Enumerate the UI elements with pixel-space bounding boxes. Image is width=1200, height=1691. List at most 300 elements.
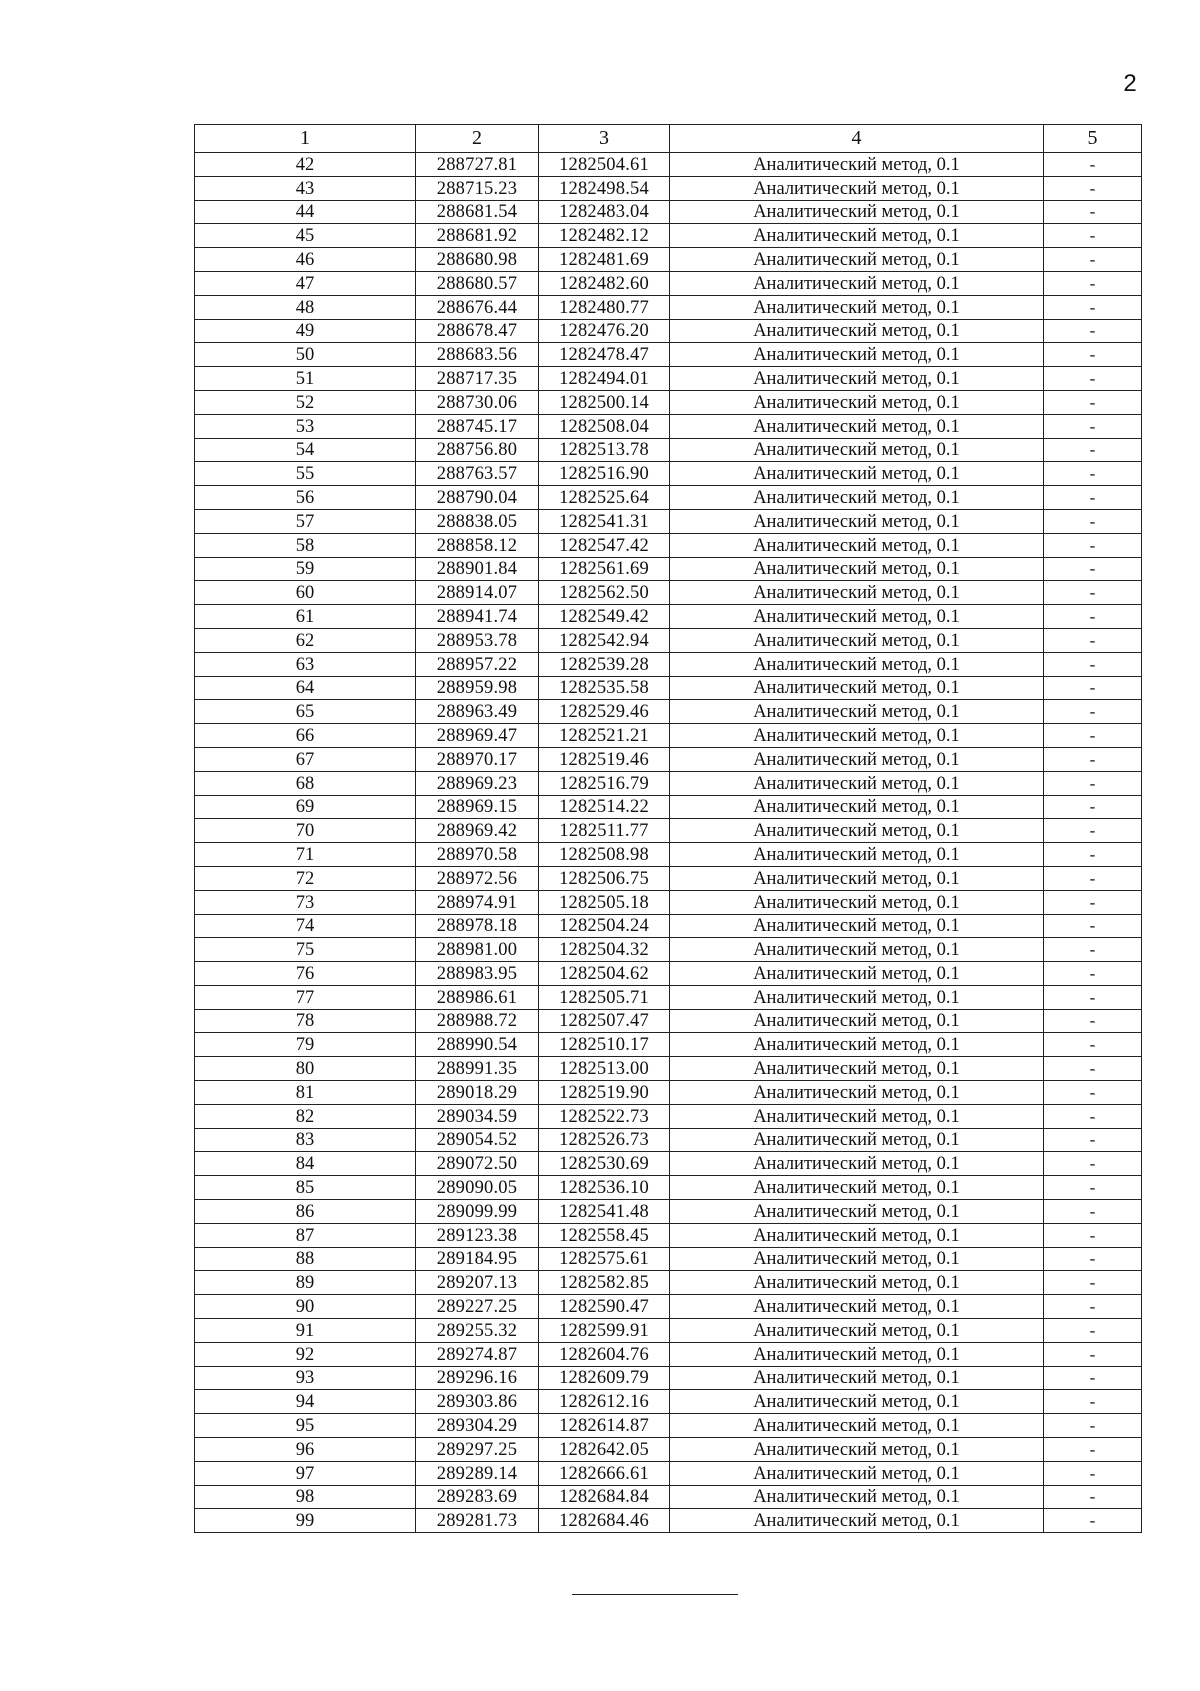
x-coordinate-cell: 288676.44 (416, 295, 539, 319)
table-header (195, 125, 1142, 153)
x-coordinate-cell: 288681.54 (416, 200, 539, 224)
method-cell: Аналитический метод, 0.1 (670, 1390, 1044, 1414)
method-cell: Аналитический метод, 0.1 (670, 1128, 1044, 1152)
note-cell: - (1044, 914, 1142, 938)
header-cell-1: 1 (195, 125, 416, 153)
x-coordinate-cell: 288717.35 (416, 367, 539, 391)
x-coordinate-cell: 288970.58 (416, 843, 539, 867)
table-row (195, 1485, 1142, 1509)
x-coordinate-cell: 289072.50 (416, 1152, 539, 1176)
method-cell: Аналитический метод, 0.1 (670, 676, 1044, 700)
method-cell: Аналитический метод, 0.1 (670, 295, 1044, 319)
table-row (195, 1223, 1142, 1247)
method-cell: Аналитический метод, 0.1 (670, 200, 1044, 224)
x-coordinate-cell: 289297.25 (416, 1438, 539, 1462)
x-coordinate-cell: 289123.38 (416, 1223, 539, 1247)
method-cell: Аналитический метод, 0.1 (670, 557, 1044, 581)
method-cell: Аналитический метод, 0.1 (670, 153, 1044, 177)
method-cell: Аналитический метод, 0.1 (670, 1081, 1044, 1105)
x-coordinate-cell: 288680.57 (416, 271, 539, 295)
method-cell: Аналитический метод, 0.1 (670, 1009, 1044, 1033)
x-coordinate-cell: 289207.13 (416, 1271, 539, 1295)
x-coordinate-cell: 289296.16 (416, 1366, 539, 1390)
y-coordinate-cell: 1282516.79 (539, 771, 670, 795)
x-coordinate-cell: 288988.72 (416, 1009, 539, 1033)
point-number-cell: 71 (195, 843, 416, 867)
method-cell: Аналитический метод, 0.1 (670, 890, 1044, 914)
note-cell: - (1044, 747, 1142, 771)
point-number-cell: 95 (195, 1414, 416, 1438)
x-coordinate-cell: 288969.47 (416, 724, 539, 748)
note-cell: - (1044, 1057, 1142, 1081)
y-coordinate-cell: 1282514.22 (539, 795, 670, 819)
note-cell: - (1044, 1152, 1142, 1176)
point-number-cell: 91 (195, 1319, 416, 1343)
point-number-cell: 85 (195, 1176, 416, 1200)
note-cell: - (1044, 1033, 1142, 1057)
table-row (195, 581, 1142, 605)
table-row (195, 843, 1142, 867)
y-coordinate-cell: 1282614.87 (539, 1414, 670, 1438)
y-coordinate-cell: 1282480.77 (539, 295, 670, 319)
point-number-cell: 81 (195, 1081, 416, 1105)
x-coordinate-cell: 288983.95 (416, 962, 539, 986)
method-cell: Аналитический метод, 0.1 (670, 509, 1044, 533)
point-number-cell: 73 (195, 890, 416, 914)
table-row (195, 866, 1142, 890)
header-cell-5: 5 (1044, 125, 1142, 153)
table-row (195, 367, 1142, 391)
x-coordinate-cell: 288901.84 (416, 557, 539, 581)
y-coordinate-cell: 1282504.24 (539, 914, 670, 938)
table-row (195, 724, 1142, 748)
method-cell: Аналитический метод, 0.1 (670, 1033, 1044, 1057)
table-row (195, 414, 1142, 438)
note-cell: - (1044, 1390, 1142, 1414)
y-coordinate-cell: 1282604.76 (539, 1342, 670, 1366)
table-row (195, 224, 1142, 248)
y-coordinate-cell: 1282505.71 (539, 985, 670, 1009)
point-number-cell: 79 (195, 1033, 416, 1057)
header-row (195, 125, 1142, 153)
method-cell: Аналитический метод, 0.1 (670, 343, 1044, 367)
point-number-cell: 74 (195, 914, 416, 938)
method-cell: Аналитический метод, 0.1 (670, 390, 1044, 414)
y-coordinate-cell: 1282612.16 (539, 1390, 670, 1414)
point-number-cell: 99 (195, 1509, 416, 1533)
x-coordinate-cell: 288683.56 (416, 343, 539, 367)
method-cell: Аналитический метод, 0.1 (670, 914, 1044, 938)
x-coordinate-cell: 288953.78 (416, 628, 539, 652)
method-cell: Аналитический метод, 0.1 (670, 1461, 1044, 1485)
note-cell: - (1044, 1485, 1142, 1509)
method-cell: Аналитический метод, 0.1 (670, 533, 1044, 557)
point-number-cell: 75 (195, 938, 416, 962)
y-coordinate-cell: 1282525.64 (539, 486, 670, 510)
end-of-table-line (572, 1594, 738, 1595)
note-cell: - (1044, 295, 1142, 319)
y-coordinate-cell: 1282510.17 (539, 1033, 670, 1057)
point-number-cell: 94 (195, 1390, 416, 1414)
point-number-cell: 77 (195, 985, 416, 1009)
x-coordinate-cell: 289227.25 (416, 1295, 539, 1319)
note-cell: - (1044, 486, 1142, 510)
point-number-cell: 61 (195, 605, 416, 629)
table-row (195, 319, 1142, 343)
table-row (195, 652, 1142, 676)
note-cell: - (1044, 414, 1142, 438)
x-coordinate-cell: 288727.81 (416, 153, 539, 177)
method-cell: Аналитический метод, 0.1 (670, 795, 1044, 819)
point-number-cell: 45 (195, 224, 416, 248)
table-row (195, 1390, 1142, 1414)
point-number-cell: 43 (195, 176, 416, 200)
table-row (195, 1200, 1142, 1224)
page-number: 2 (1123, 70, 1137, 97)
table-row (195, 938, 1142, 962)
y-coordinate-cell: 1282498.54 (539, 176, 670, 200)
method-cell: Аналитический метод, 0.1 (670, 176, 1044, 200)
x-coordinate-cell: 288957.22 (416, 652, 539, 676)
x-coordinate-cell: 288990.54 (416, 1033, 539, 1057)
table-row (195, 1414, 1142, 1438)
point-number-cell: 70 (195, 819, 416, 843)
y-coordinate-cell: 1282504.62 (539, 962, 670, 986)
method-cell: Аналитический метод, 0.1 (670, 605, 1044, 629)
note-cell: - (1044, 1009, 1142, 1033)
y-coordinate-cell: 1282666.61 (539, 1461, 670, 1485)
y-coordinate-cell: 1282519.90 (539, 1081, 670, 1105)
note-cell: - (1044, 1104, 1142, 1128)
table-row (195, 200, 1142, 224)
y-coordinate-cell: 1282526.73 (539, 1128, 670, 1152)
note-cell: - (1044, 1509, 1142, 1533)
method-cell: Аналитический метод, 0.1 (670, 486, 1044, 510)
point-number-cell: 88 (195, 1247, 416, 1271)
note-cell: - (1044, 581, 1142, 605)
x-coordinate-cell: 289099.99 (416, 1200, 539, 1224)
x-coordinate-cell: 289184.95 (416, 1247, 539, 1271)
x-coordinate-cell: 288959.98 (416, 676, 539, 700)
table-row (195, 1009, 1142, 1033)
method-cell: Аналитический метод, 0.1 (670, 747, 1044, 771)
method-cell: Аналитический метод, 0.1 (670, 1247, 1044, 1271)
x-coordinate-cell: 289054.52 (416, 1128, 539, 1152)
x-coordinate-cell: 289303.86 (416, 1390, 539, 1414)
x-coordinate-cell: 288969.15 (416, 795, 539, 819)
method-cell: Аналитический метод, 0.1 (670, 962, 1044, 986)
table-row (195, 438, 1142, 462)
x-coordinate-cell: 288678.47 (416, 319, 539, 343)
y-coordinate-cell: 1282575.61 (539, 1247, 670, 1271)
y-coordinate-cell: 1282541.48 (539, 1200, 670, 1224)
table-row (195, 509, 1142, 533)
note-cell: - (1044, 1414, 1142, 1438)
point-number-cell: 89 (195, 1271, 416, 1295)
point-number-cell: 82 (195, 1104, 416, 1128)
method-cell: Аналитический метод, 0.1 (670, 938, 1044, 962)
x-coordinate-cell: 288681.92 (416, 224, 539, 248)
method-cell: Аналитический метод, 0.1 (670, 414, 1044, 438)
x-coordinate-cell: 289289.14 (416, 1461, 539, 1485)
note-cell: - (1044, 605, 1142, 629)
y-coordinate-cell: 1282539.28 (539, 652, 670, 676)
y-coordinate-cell: 1282562.50 (539, 581, 670, 605)
point-number-cell: 87 (195, 1223, 416, 1247)
table-row (195, 153, 1142, 177)
point-number-cell: 90 (195, 1295, 416, 1319)
y-coordinate-cell: 1282529.46 (539, 700, 670, 724)
note-cell: - (1044, 628, 1142, 652)
y-coordinate-cell: 1282542.94 (539, 628, 670, 652)
table-row (195, 1271, 1142, 1295)
y-coordinate-cell: 1282506.75 (539, 866, 670, 890)
coordinates-table (194, 124, 1142, 1533)
method-cell: Аналитический метод, 0.1 (670, 866, 1044, 890)
point-number-cell: 97 (195, 1461, 416, 1485)
table-row (195, 462, 1142, 486)
method-cell: Аналитический метод, 0.1 (670, 1223, 1044, 1247)
y-coordinate-cell: 1282476.20 (539, 319, 670, 343)
note-cell: - (1044, 843, 1142, 867)
note-cell: - (1044, 153, 1142, 177)
x-coordinate-cell: 289034.59 (416, 1104, 539, 1128)
method-cell: Аналитический метод, 0.1 (670, 1366, 1044, 1390)
table-row (195, 1247, 1142, 1271)
y-coordinate-cell: 1282547.42 (539, 533, 670, 557)
point-number-cell: 69 (195, 795, 416, 819)
x-coordinate-cell: 288914.07 (416, 581, 539, 605)
table-row (195, 1176, 1142, 1200)
note-cell: - (1044, 1081, 1142, 1105)
point-number-cell: 55 (195, 462, 416, 486)
point-number-cell: 83 (195, 1128, 416, 1152)
table-row (195, 700, 1142, 724)
note-cell: - (1044, 1176, 1142, 1200)
x-coordinate-cell: 288974.91 (416, 890, 539, 914)
note-cell: - (1044, 319, 1142, 343)
y-coordinate-cell: 1282481.69 (539, 248, 670, 272)
table-row (195, 985, 1142, 1009)
x-coordinate-cell: 289255.32 (416, 1319, 539, 1343)
y-coordinate-cell: 1282522.73 (539, 1104, 670, 1128)
note-cell: - (1044, 795, 1142, 819)
note-cell: - (1044, 390, 1142, 414)
y-coordinate-cell: 1282513.00 (539, 1057, 670, 1081)
method-cell: Аналитический метод, 0.1 (670, 1200, 1044, 1224)
table-row (195, 1461, 1142, 1485)
y-coordinate-cell: 1282519.46 (539, 747, 670, 771)
method-cell: Аналитический метод, 0.1 (670, 1057, 1044, 1081)
y-coordinate-cell: 1282507.47 (539, 1009, 670, 1033)
y-coordinate-cell: 1282535.58 (539, 676, 670, 700)
x-coordinate-cell: 288991.35 (416, 1057, 539, 1081)
point-number-cell: 62 (195, 628, 416, 652)
table-row (195, 1295, 1142, 1319)
y-coordinate-cell: 1282508.98 (539, 843, 670, 867)
table-row (195, 605, 1142, 629)
x-coordinate-cell: 288763.57 (416, 462, 539, 486)
point-number-cell: 49 (195, 319, 416, 343)
x-coordinate-cell: 288680.98 (416, 248, 539, 272)
table-row (195, 747, 1142, 771)
y-coordinate-cell: 1282482.12 (539, 224, 670, 248)
y-coordinate-cell: 1282521.21 (539, 724, 670, 748)
table-row (195, 1152, 1142, 1176)
x-coordinate-cell: 288978.18 (416, 914, 539, 938)
x-coordinate-cell: 288941.74 (416, 605, 539, 629)
note-cell: - (1044, 1461, 1142, 1485)
table-row (195, 1104, 1142, 1128)
note-cell: - (1044, 176, 1142, 200)
note-cell: - (1044, 462, 1142, 486)
method-cell: Аналитический метод, 0.1 (670, 438, 1044, 462)
point-number-cell: 52 (195, 390, 416, 414)
point-number-cell: 56 (195, 486, 416, 510)
x-coordinate-cell: 289281.73 (416, 1509, 539, 1533)
note-cell: - (1044, 938, 1142, 962)
y-coordinate-cell: 1282590.47 (539, 1295, 670, 1319)
note-cell: - (1044, 819, 1142, 843)
point-number-cell: 68 (195, 771, 416, 795)
table-row (195, 343, 1142, 367)
y-coordinate-cell: 1282684.84 (539, 1485, 670, 1509)
method-cell: Аналитический метод, 0.1 (670, 628, 1044, 652)
x-coordinate-cell: 289090.05 (416, 1176, 539, 1200)
table-row (195, 533, 1142, 557)
table-row (195, 176, 1142, 200)
note-cell: - (1044, 1366, 1142, 1390)
x-coordinate-cell: 288986.61 (416, 985, 539, 1009)
table-row (195, 557, 1142, 581)
point-number-cell: 80 (195, 1057, 416, 1081)
x-coordinate-cell: 288715.23 (416, 176, 539, 200)
point-number-cell: 84 (195, 1152, 416, 1176)
y-coordinate-cell: 1282511.77 (539, 819, 670, 843)
x-coordinate-cell: 288981.00 (416, 938, 539, 962)
point-number-cell: 92 (195, 1342, 416, 1366)
method-cell: Аналитический метод, 0.1 (670, 1319, 1044, 1343)
table-row (195, 295, 1142, 319)
point-number-cell: 60 (195, 581, 416, 605)
point-number-cell: 66 (195, 724, 416, 748)
table-row (195, 390, 1142, 414)
y-coordinate-cell: 1282494.01 (539, 367, 670, 391)
y-coordinate-cell: 1282504.32 (539, 938, 670, 962)
method-cell: Аналитический метод, 0.1 (670, 1438, 1044, 1462)
x-coordinate-cell: 288790.04 (416, 486, 539, 510)
point-number-cell: 78 (195, 1009, 416, 1033)
x-coordinate-cell: 288838.05 (416, 509, 539, 533)
header-cell-2: 2 (416, 125, 539, 153)
x-coordinate-cell: 288969.42 (416, 819, 539, 843)
y-coordinate-cell: 1282513.78 (539, 438, 670, 462)
table-row (195, 486, 1142, 510)
point-number-cell: 96 (195, 1438, 416, 1462)
table-row (195, 962, 1142, 986)
point-number-cell: 54 (195, 438, 416, 462)
note-cell: - (1044, 985, 1142, 1009)
table-row (195, 676, 1142, 700)
table-row (195, 248, 1142, 272)
point-number-cell: 46 (195, 248, 416, 272)
point-number-cell: 64 (195, 676, 416, 700)
header-cell-4: 4 (670, 125, 1044, 153)
table-row (195, 271, 1142, 295)
y-coordinate-cell: 1282599.91 (539, 1319, 670, 1343)
y-coordinate-cell: 1282504.61 (539, 153, 670, 177)
x-coordinate-cell: 288745.17 (416, 414, 539, 438)
y-coordinate-cell: 1282549.42 (539, 605, 670, 629)
note-cell: - (1044, 343, 1142, 367)
note-cell: - (1044, 1200, 1142, 1224)
method-cell: Аналитический метод, 0.1 (670, 843, 1044, 867)
x-coordinate-cell: 289274.87 (416, 1342, 539, 1366)
method-cell: Аналитический метод, 0.1 (670, 1509, 1044, 1533)
table-row (195, 1438, 1142, 1462)
method-cell: Аналитический метод, 0.1 (670, 581, 1044, 605)
y-coordinate-cell: 1282642.05 (539, 1438, 670, 1462)
table-row (195, 1342, 1142, 1366)
note-cell: - (1044, 1438, 1142, 1462)
method-cell: Аналитический метод, 0.1 (670, 462, 1044, 486)
y-coordinate-cell: 1282536.10 (539, 1176, 670, 1200)
note-cell: - (1044, 438, 1142, 462)
y-coordinate-cell: 1282558.45 (539, 1223, 670, 1247)
y-coordinate-cell: 1282508.04 (539, 414, 670, 438)
note-cell: - (1044, 557, 1142, 581)
table-row (195, 1033, 1142, 1057)
x-coordinate-cell: 288969.23 (416, 771, 539, 795)
note-cell: - (1044, 962, 1142, 986)
header-cell-3: 3 (539, 125, 670, 153)
y-coordinate-cell: 1282505.18 (539, 890, 670, 914)
note-cell: - (1044, 1223, 1142, 1247)
point-number-cell: 59 (195, 557, 416, 581)
note-cell: - (1044, 866, 1142, 890)
table-row (195, 1081, 1142, 1105)
method-cell: Аналитический метод, 0.1 (670, 224, 1044, 248)
y-coordinate-cell: 1282483.04 (539, 200, 670, 224)
note-cell: - (1044, 367, 1142, 391)
method-cell: Аналитический метод, 0.1 (670, 724, 1044, 748)
note-cell: - (1044, 533, 1142, 557)
point-number-cell: 48 (195, 295, 416, 319)
method-cell: Аналитический метод, 0.1 (670, 1176, 1044, 1200)
point-number-cell: 86 (195, 1200, 416, 1224)
method-cell: Аналитический метод, 0.1 (670, 1152, 1044, 1176)
note-cell: - (1044, 652, 1142, 676)
method-cell: Аналитический метод, 0.1 (670, 248, 1044, 272)
table-row (195, 890, 1142, 914)
table-row (195, 1319, 1142, 1343)
x-coordinate-cell: 288730.06 (416, 390, 539, 414)
method-cell: Аналитический метод, 0.1 (670, 1271, 1044, 1295)
note-cell: - (1044, 224, 1142, 248)
y-coordinate-cell: 1282541.31 (539, 509, 670, 533)
point-number-cell: 93 (195, 1366, 416, 1390)
point-number-cell: 57 (195, 509, 416, 533)
y-coordinate-cell: 1282530.69 (539, 1152, 670, 1176)
method-cell: Аналитический метод, 0.1 (670, 700, 1044, 724)
point-number-cell: 76 (195, 962, 416, 986)
note-cell: - (1044, 271, 1142, 295)
method-cell: Аналитический метод, 0.1 (670, 652, 1044, 676)
note-cell: - (1044, 509, 1142, 533)
x-coordinate-cell: 289304.29 (416, 1414, 539, 1438)
note-cell: - (1044, 771, 1142, 795)
x-coordinate-cell: 288970.17 (416, 747, 539, 771)
